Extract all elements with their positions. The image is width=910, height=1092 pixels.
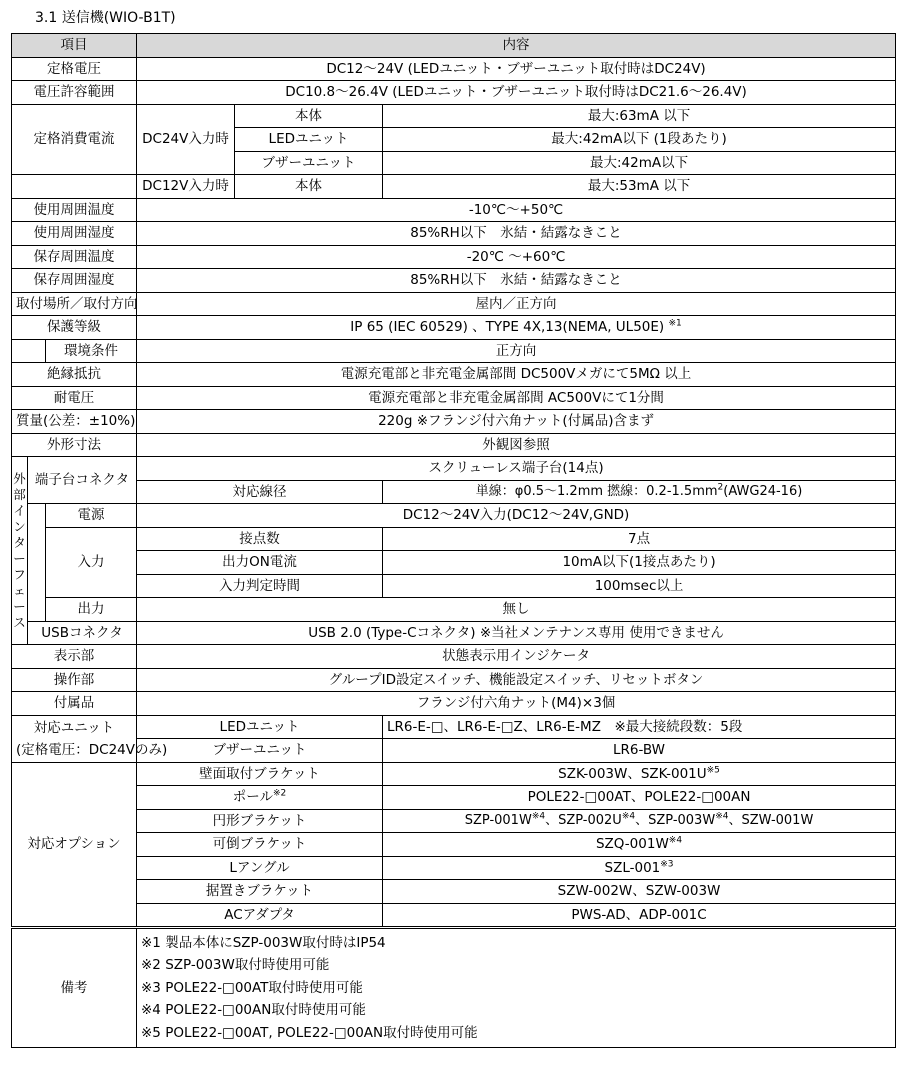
sub-label: 出力ON電流	[137, 551, 383, 575]
row-value: グループID設定スイッチ、機能設定スイッチ、リセットボタン	[137, 668, 896, 692]
row-value: 最大:53mA 以下	[383, 175, 896, 199]
row-label: 対応オプション	[12, 762, 137, 928]
row-label: 定格消費電流	[12, 104, 137, 175]
row-value: 最大:42mA以下 (1段あたり)	[383, 128, 896, 152]
table-row	[12, 856, 896, 880]
row-value: -10℃～+50℃	[137, 198, 896, 222]
table-row	[12, 81, 896, 105]
header-content: 内容	[137, 34, 896, 58]
row-label: 出力	[46, 598, 137, 622]
table-row	[12, 903, 896, 928]
sub-label: 接点数	[137, 527, 383, 551]
part-name: LEDユニット	[235, 128, 383, 152]
row-label: 操作部	[12, 668, 137, 692]
row-value: 外観図参照	[137, 433, 896, 457]
row-label: USBコネクタ	[28, 621, 137, 645]
row-label: 使用周囲温度	[12, 198, 137, 222]
row-value: DC12～24V入力(DC12～24V,GND)	[137, 504, 896, 528]
table-row	[12, 433, 896, 457]
table-row	[12, 175, 896, 199]
row-value: 7点	[383, 527, 896, 551]
row-label: 対応ユニット (定格電圧：DC24Vのみ)	[12, 715, 137, 762]
sub-label: LEDユニット	[137, 715, 383, 739]
row-label: 端子台コネクタ	[28, 457, 137, 504]
row-value: 85%RH以下 氷結・結露なきこと	[137, 269, 896, 293]
row-value: 10mA以下(1接点あたり)	[383, 551, 896, 575]
table-row	[12, 504, 896, 528]
part-name: ブザーユニット	[235, 151, 383, 175]
sub-label: 壁面取付ブラケット	[137, 762, 383, 786]
remarks-content	[137, 928, 896, 1048]
row-value: 最大:42mA以下	[383, 151, 896, 175]
row-value: SZL-001$^{※3}$	[383, 856, 896, 880]
sub-label: 可倒ブラケット	[137, 833, 383, 857]
table-row	[12, 480, 896, 504]
row-label: 取付場所／取付方向	[12, 292, 137, 316]
row-value: USB 2.0 (Type-Cコネクタ) ※当社メンテナンス専用 使用できません	[137, 621, 896, 645]
table-row	[12, 363, 896, 387]
table-row	[12, 316, 896, 340]
remarks-row	[12, 928, 896, 1048]
protection-value: IP 65 (IEC 60529) 、TYPE 4X,13(NEMA, UL50E)	[350, 319, 669, 336]
row-value: 最大:63mA 以下	[383, 104, 896, 128]
table-row	[12, 527, 896, 551]
row-value: LR6-BW	[383, 739, 896, 763]
row-label: 保護等級	[12, 316, 137, 340]
row-value: 単線：φ0.5～1.2mm 撚線：$0.2-1.5mm^2(AWG24-16)$	[383, 480, 896, 504]
row-value: 屋内／正方向	[137, 292, 896, 316]
table-row	[12, 292, 896, 316]
interface-vertical-label: 外 部 イ ン タ ー フ ェ ー ス	[12, 457, 28, 645]
table-row	[12, 762, 896, 786]
row-value: 100msec以上	[383, 574, 896, 598]
row-value: 状態表示用インジケータ	[137, 645, 896, 669]
row-value: フランジ付六角ナット(M4)×3個	[137, 692, 896, 716]
table-row	[12, 104, 896, 128]
table-row	[12, 339, 896, 363]
remark-line: ※3 POLE22-□00AT取付時使用可能	[141, 979, 363, 996]
row-label: 入力	[46, 527, 137, 598]
indent-spacer	[28, 504, 46, 622]
row-value: SZP-$001W^{※4}$、SZP-$002U^{※4}$、SZP-$003W^{※4}$、SZW-001W	[383, 809, 896, 833]
table-row	[12, 598, 896, 622]
row-label: 表示部	[12, 645, 137, 669]
header-item: 項目	[12, 34, 137, 58]
row-value: 電源充電部と非充電金属部間 AC500Vにて1分間	[137, 386, 896, 410]
sub-label: 入力判定時間	[137, 574, 383, 598]
row-value: LR6-E-□、LR6-E-□Z、LR6-E-MZ ※最大接続段数：5段	[383, 715, 896, 739]
table-row	[12, 245, 896, 269]
row-value: 220g ※フランジ付六角ナット(付属品)含まず	[137, 410, 896, 434]
table-row	[12, 57, 896, 81]
table-row	[12, 880, 896, 904]
row-value: SZW-002W、SZW-003W	[383, 880, 896, 904]
sub-label: 対応線径	[137, 480, 383, 504]
table-row	[12, 198, 896, 222]
row-value: POLE22-□00AT、POLE22-□00AN	[383, 786, 896, 810]
row-value	[137, 316, 896, 340]
row-label: 絶縁抵抗	[12, 363, 137, 387]
table-row	[12, 222, 896, 246]
remark-line: ※1 製品本体にSZP-003W取付時はIP54	[141, 934, 386, 951]
header-row	[12, 34, 896, 58]
table-row	[12, 269, 896, 293]
row-value: 85%RH以下 氷結・結露なきこと	[137, 222, 896, 246]
table-row	[12, 833, 896, 857]
table-row	[12, 457, 896, 481]
table-row	[12, 410, 896, 434]
row-value: SZQ-$001W^{※4}$	[383, 833, 896, 857]
spec-table	[11, 33, 896, 1048]
section-title: 3.1 送信機(WIO-B1T)	[35, 10, 176, 26]
row-label: 耐電圧	[12, 386, 137, 410]
remark-line: ※4 POLE22-□00AN取付時使用可能	[141, 1002, 366, 1019]
row-value: 電源充電部と非充電金属部間 DC500Vメガにて5MΩ 以上	[137, 363, 896, 387]
row-label: 電圧許容範囲	[12, 81, 137, 105]
sub-label: ACアダプタ	[137, 903, 383, 928]
row-label: 質量(公差：±10%)	[12, 410, 137, 434]
row-label: 電源	[46, 504, 137, 528]
indent-spacer	[12, 339, 46, 363]
row-label: 保存周囲湿度	[12, 269, 137, 293]
table-row	[12, 809, 896, 833]
sub-label: DC12V入力時	[137, 175, 235, 199]
sub-label: 据置きブラケット	[137, 880, 383, 904]
table-row	[12, 386, 896, 410]
table-row	[12, 715, 896, 739]
table-row	[12, 551, 896, 575]
sub-label: ブザーユニット	[137, 739, 383, 763]
table-row	[12, 786, 896, 810]
table-row	[12, 645, 896, 669]
row-value: 正方向	[137, 339, 896, 363]
row-label: 保存周囲温度	[12, 245, 137, 269]
remark-line: ※2 SZP-003W取付時使用可能	[141, 957, 330, 974]
footnote-mark: ※1	[668, 318, 682, 329]
sub-label: DC24V入力時	[137, 104, 235, 175]
row-label: 外形寸法	[12, 433, 137, 457]
row-value: -20℃ ～+60℃	[137, 245, 896, 269]
part-name: 本体	[235, 175, 383, 199]
row-value: 無し	[137, 598, 896, 622]
table-row	[12, 621, 896, 645]
row-label-continued	[12, 175, 137, 199]
sub-label: 円形ブラケット	[137, 809, 383, 833]
row-label: 定格電圧	[12, 57, 137, 81]
row-value: SZK-003W、SZK-$001U^{※5}$	[383, 762, 896, 786]
table-row	[12, 692, 896, 716]
table-row	[12, 668, 896, 692]
row-value: PWS-AD、ADP-001C	[383, 903, 896, 928]
row-label: 付属品	[12, 692, 137, 716]
row-label: 環境条件	[46, 339, 137, 363]
row-value: DC12～24V (LEDユニット・ブザーユニット取付時はDC24V)	[137, 57, 896, 81]
remark-line: ※5 POLE22-□00AT, POLE22-□00AN取付時使用可能	[141, 1024, 478, 1041]
row-label: 備考	[12, 928, 137, 1048]
sub-label: Lアングル	[137, 856, 383, 880]
row-label: 使用周囲湿度	[12, 222, 137, 246]
row-value: スクリューレス端子台(14点)	[137, 457, 896, 481]
table-row	[12, 574, 896, 598]
sub-label: ポール$^{※2}$	[137, 786, 383, 810]
row-value: DC10.8～26.4V (LEDユニット・ブザーユニット取付時はDC21.6～26.4V)	[137, 81, 896, 105]
part-name: 本体	[235, 104, 383, 128]
